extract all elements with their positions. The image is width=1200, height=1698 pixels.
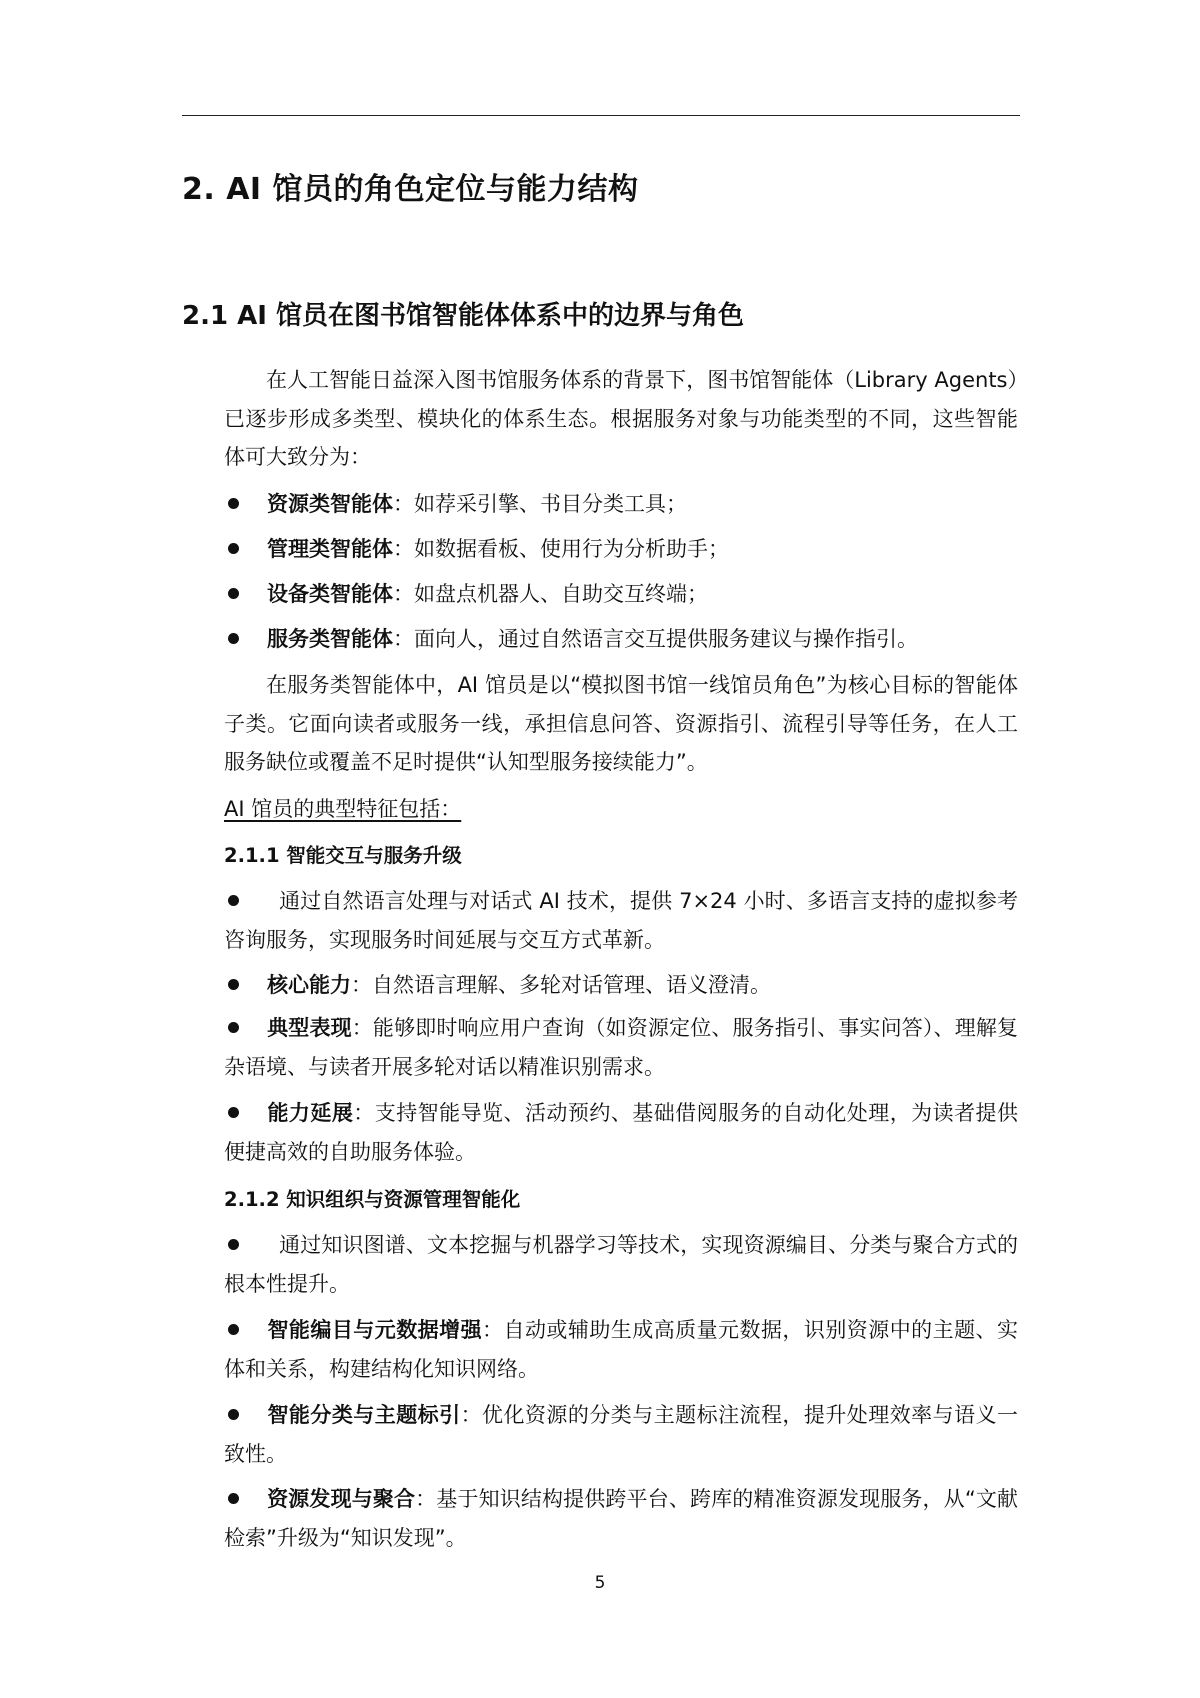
item-desc: 通过自然语言处理与对话式 AI 技术，提供 7×24 小时、多语言支持的虚拟参考咨询服务，实现服务时间延展与交互方式革新。 [224, 889, 1018, 952]
item-term: 管理类智能体 [267, 537, 393, 561]
item-term: 典型表现 [267, 1016, 352, 1040]
item-desc: ：如荐采引擎、书目分类工具； [393, 492, 687, 516]
header-rule [182, 115, 1020, 116]
list-item [224, 530, 1018, 569]
list-item [224, 1311, 1018, 1388]
page-number: 5 [594, 1573, 606, 1593]
item-desc: ：优化资源的分类与主题标注流程，提升处理效率与语义一致性。 [224, 1403, 1019, 1466]
item-term: 核心能力 [267, 973, 351, 997]
list-item [224, 1094, 1018, 1171]
item-desc: ：支持智能导览、活动预约、基础借阅服务的自动化处理，为读者提供便捷高效的自助服务体验。 [224, 1101, 1019, 1164]
subsection-2-title: 2.1.2 知识组织与资源管理智能化 [224, 1188, 521, 1211]
item-desc: ：自动或辅助生成高质量元数据，识别资源中的主题、实体和关系，构建结构化知识网络。 [224, 1318, 1019, 1381]
item-term: 智能编目与元数据增强 [267, 1318, 483, 1342]
bullet-icon [228, 895, 239, 906]
item-term: 能力延展 [267, 1101, 354, 1125]
list-item [224, 966, 1018, 1005]
subsection-1-title: 2.1.1 智能交互与服务升级 [224, 844, 462, 867]
item-desc: 通过知识图谱、文本挖掘与机器学习等技术，实现资源编目、分类与聚合方式的根本性提升。 [224, 1233, 1018, 1296]
bullet-icon [228, 588, 239, 599]
item-desc: ：自然语言理解、多轮对话管理、语义澄清。 [351, 973, 771, 997]
item-desc: ：如数据看板、使用行为分析助手； [393, 537, 729, 561]
list-item [224, 882, 1018, 959]
bullet-icon [228, 1409, 239, 1420]
item-term: 智能分类与主题标引 [267, 1403, 461, 1427]
bullet-icon [228, 1493, 239, 1504]
bullet-icon [228, 633, 239, 644]
features-lead-wrap [224, 790, 1018, 829]
item-term: 资源类智能体 [267, 492, 393, 516]
bullet-icon [228, 543, 239, 554]
item-term: 资源发现与聚合 [267, 1487, 416, 1511]
list-item [224, 1226, 1018, 1303]
bullet-icon [228, 498, 239, 509]
list-item [224, 620, 1018, 659]
item-desc: ：面向人，通过自然语言交互提供服务建议与操作指引。 [393, 627, 918, 651]
item-desc: ：如盘点机器人、自助交互终端； [393, 582, 708, 606]
bullet-icon [228, 979, 239, 990]
ai-librarian-paragraph: 在服务类智能体中，AI 馆员是以“模拟图书馆一线馆员角色”为核心目标的智能体子类。它面向读者或服务一线，承担信息问答、资源指引、流程引导等任务，在人工服务缺位或覆盖不足时提供“认知型服务接续能力”。 [224, 673, 1018, 774]
list-item [224, 1396, 1018, 1473]
intro-paragraph: 在人工智能日益深入图书馆服务体系的背景下，图书馆智能体（Library Agents）已逐步形成多类型、模块化的体系生态。根据服务对象与功能类型的不同，这些智能体可大致分为： [224, 368, 1018, 469]
bullet-icon [228, 1239, 239, 1250]
list-item [224, 575, 1018, 614]
chapter-title: 2. AI 馆员的角色定位与能力结构 [182, 172, 639, 207]
item-desc: ：基于知识结构提供跨平台、跨库的精准资源发现服务，从“文献检索”升级为“知识发现”。 [224, 1487, 1018, 1550]
item-term: 设备类智能体 [267, 582, 393, 606]
item-term: 服务类智能体 [267, 627, 393, 651]
list-item [224, 1009, 1018, 1086]
features-lead: AI 馆员的典型特征包括： [224, 797, 462, 821]
bullet-icon [228, 1022, 239, 1033]
item-desc: ：能够即时响应用户查询（如资源定位、服务指引、事实问答）、理解复杂语境、与读者开展多轮对话以精准识别需求。 [224, 1016, 1018, 1079]
list-item [224, 485, 1018, 524]
bullet-icon [228, 1324, 239, 1335]
bullet-icon [228, 1107, 239, 1118]
section-title: 2.1 AI 馆员在图书馆智能体体系中的边界与角色 [182, 301, 744, 331]
list-item [224, 1480, 1018, 1557]
